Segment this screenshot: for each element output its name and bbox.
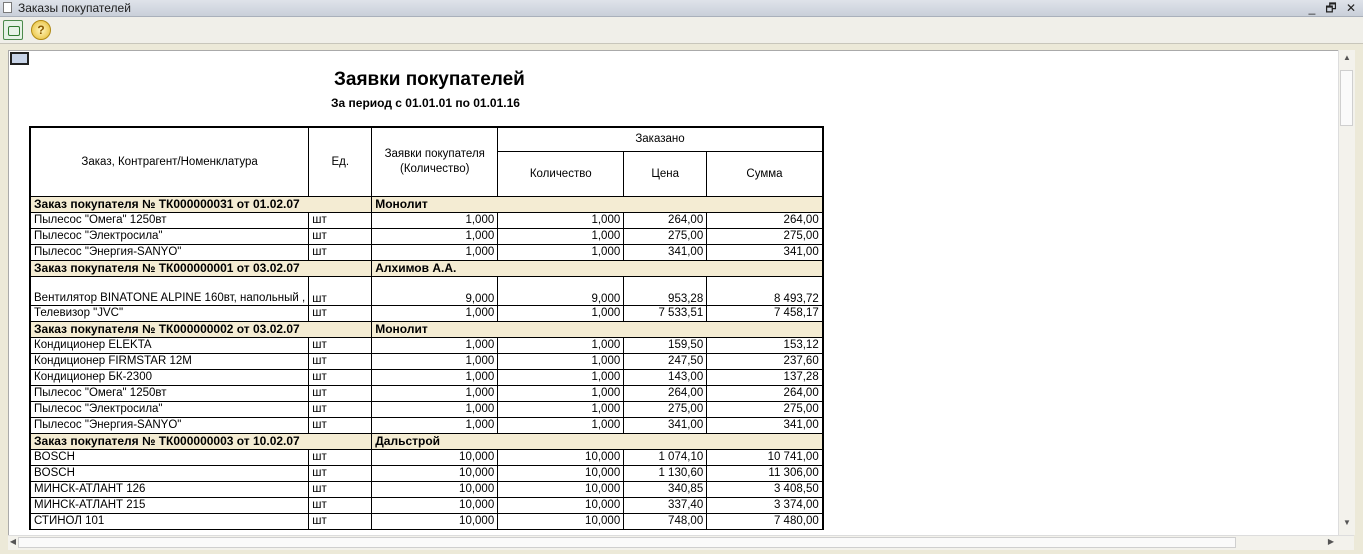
order-group-row[interactable] [30,260,823,276]
order-cell: Заказ покупателя № ТК000000003 от 10.02.07 [30,433,372,449]
cell-price: 275,00 [624,228,707,244]
cell-req: 1,000 [372,337,498,353]
vertical-scroll-thumb[interactable] [1340,70,1353,126]
counterparty-cell: Монолит [372,321,823,337]
cell-unit: шт [309,244,372,260]
cell-qty: 1,000 [498,305,624,321]
table-row[interactable] [30,481,823,497]
cell-qty: 10,000 [498,497,624,513]
cell-price: 7 533,51 [624,305,707,321]
cell-price: 264,00 [624,385,707,401]
cell-qty: 1,000 [498,337,624,353]
cell-sum: 264,00 [707,385,823,401]
cell-unit: шт [309,305,372,321]
table-row[interactable] [30,417,823,433]
cell-sum: 11 306,00 [707,465,823,481]
cell-unit: шт [309,449,372,465]
table-row[interactable] [30,385,823,401]
scroll-down-icon[interactable]: ▼ [1343,518,1351,527]
cell-unit: шт [309,369,372,385]
cell-qty: 10,000 [498,449,624,465]
cell-price: 247,50 [624,353,707,369]
scroll-up-icon[interactable]: ▲ [1343,53,1351,62]
cell-sum: 153,12 [707,337,823,353]
cell-qty: 1,000 [498,385,624,401]
cell-sum: 3 408,50 [707,481,823,497]
cell-qty: 9,000 [498,276,624,305]
cell-qty: 1,000 [498,244,624,260]
cell-name: Кондиционер БК-2300 [30,369,309,385]
header-order: Заказ, Контрагент/Номенклатура [30,127,309,196]
table-row[interactable] [30,449,823,465]
cell-price: 748,00 [624,513,707,529]
cell-sum: 3 374,00 [707,497,823,513]
cell-qty: 10,000 [498,513,624,529]
order-cell: Заказ покупателя № ТК000000001 от 03.02.07 [30,260,372,276]
cell-unit: шт [309,228,372,244]
cell-unit: шт [309,465,372,481]
header-sum: Сумма [707,151,823,196]
cell-price: 340,85 [624,481,707,497]
cell-unit: шт [309,417,372,433]
counterparty-cell: Монолит [372,196,823,212]
table-row[interactable] [30,513,823,529]
cell-req: 1,000 [372,417,498,433]
table-row[interactable] [30,212,823,228]
cell-price: 1 074,10 [624,449,707,465]
cell-req: 1,000 [372,212,498,228]
report-title: Заявки покупателей [334,69,525,90]
cell-req: 10,000 [372,497,498,513]
order-group-row[interactable] [30,321,823,337]
table-row[interactable] [30,228,823,244]
cell-sum: 275,00 [707,401,823,417]
cell-qty: 10,000 [498,481,624,497]
order-cell: Заказ покупателя № ТК000000031 от 01.02.07 [30,196,372,212]
cell-name: Вентилятор BINATONE ALPINE 160вт, напольный , [30,276,309,305]
table-row[interactable] [30,276,823,305]
toolbar [0,17,1363,44]
cell-sum: 137,28 [707,369,823,385]
order-group-row[interactable] [30,196,823,212]
cell-req: 10,000 [372,465,498,481]
cell-unit: шт [309,212,372,228]
table-row[interactable] [30,305,823,321]
cell-price: 159,50 [624,337,707,353]
cell-qty: 1,000 [498,228,624,244]
cell-req: 10,000 [372,513,498,529]
cell-sum: 275,00 [707,228,823,244]
table-row[interactable] [30,497,823,513]
table-row[interactable] [30,337,823,353]
cell-req: 1,000 [372,305,498,321]
cell-qty: 10,000 [498,465,624,481]
cell-name: Пылесос "Энергия-SANYO" [30,417,309,433]
cell-req: 10,000 [372,481,498,497]
cell-name: Пылесос "Электросила" [30,401,309,417]
close-button[interactable]: ✕ [1345,1,1357,15]
report-sheet [8,50,1339,537]
cell-req: 1,000 [372,228,498,244]
report-body [30,196,823,529]
cell-price: 953,28 [624,276,707,305]
cell-qty: 1,000 [498,369,624,385]
horizontal-scrollbar[interactable] [8,535,1354,550]
cell-name: Кондиционер FIRMSTAR 12M [30,353,309,369]
cell-name: Пылесос "Электросила" [30,228,309,244]
cell-sum: 8 493,72 [707,276,823,305]
table-row[interactable] [30,369,823,385]
cell-req: 1,000 [372,244,498,260]
cell-name: Кондиционер ELEKTA [30,337,309,353]
cell-sum: 10 741,00 [707,449,823,465]
cell-name: МИНСК-АТЛАНТ 126 [30,481,309,497]
counterparty-cell: Дальстрой [372,433,823,449]
document-icon [3,2,12,13]
cell-qty: 1,000 [498,212,624,228]
header-ordered: Заказано [498,127,823,151]
cell-req: 1,000 [372,369,498,385]
report-table [29,126,824,530]
cell-price: 341,00 [624,244,707,260]
cell-name: Пылесос "Омега" 1250вт [30,385,309,401]
window-title: Заказы покупателей [18,1,131,15]
cell-sum: 264,00 [707,212,823,228]
cell-qty: 1,000 [498,353,624,369]
cell-req: 10,000 [372,449,498,465]
cell-sum: 237,60 [707,353,823,369]
vertical-scrollbar[interactable] [1338,50,1355,535]
cell-req: 9,000 [372,276,498,305]
cell-name: BOSCH [30,465,309,481]
cell-name: Телевизор "JVC" [30,305,309,321]
help-icon[interactable]: ? [31,20,51,40]
cell-price: 264,00 [624,212,707,228]
cell-price: 341,00 [624,417,707,433]
order-cell: Заказ покупателя № ТК000000002 от 03.02.07 [30,321,372,337]
minimize-button[interactable]: _ [1308,1,1316,15]
cell-unit: шт [309,337,372,353]
scroll-right-icon[interactable]: ▶ [1327,537,1335,546]
cell-sum: 7 458,17 [707,305,823,321]
table-row[interactable] [30,401,823,417]
cell-price: 337,40 [624,497,707,513]
cell-qty: 1,000 [498,417,624,433]
scroll-left-icon[interactable]: ◀ [9,537,17,546]
cell-name: BOSCH [30,449,309,465]
table-row[interactable] [30,465,823,481]
restore-button[interactable]: 🗗 [1325,1,1337,15]
header-price: Цена [624,151,707,196]
cell-unit: шт [309,276,372,305]
cell-selector[interactable] [10,52,29,65]
cell-name: Пылесос "Энергия-SANYO" [30,244,309,260]
cell-price: 275,00 [624,401,707,417]
cell-unit: шт [309,401,372,417]
cell-sum: 7 480,00 [707,513,823,529]
header-unit: Ед. [309,127,372,196]
cell-unit: шт [309,385,372,401]
cell-price: 143,00 [624,369,707,385]
horizontal-scroll-thumb[interactable] [18,537,1236,548]
cell-price: 1 130,60 [624,465,707,481]
cell-name: Пылесос "Омега" 1250вт [30,212,309,228]
cell-req: 1,000 [372,401,498,417]
window-titlebar [0,0,1363,17]
cell-req: 1,000 [372,385,498,401]
header-qty: Количество [498,151,624,196]
report-period: За период с 01.01.01 по 01.01.16 [331,96,520,110]
cell-sum: 341,00 [707,244,823,260]
cell-unit: шт [309,513,372,529]
table-row[interactable] [30,244,823,260]
cell-req: 1,000 [372,353,498,369]
cell-unit: шт [309,481,372,497]
order-group-row[interactable] [30,433,823,449]
cell-name: МИНСК-АТЛАНТ 215 [30,497,309,513]
table-row[interactable] [30,353,823,369]
counterparty-cell: Алхимов А.А. [372,260,823,276]
cell-unit: шт [309,497,372,513]
header-requests: Заявки покупателя (Количество) [372,127,498,196]
print-icon[interactable] [3,20,23,40]
cell-unit: шт [309,353,372,369]
cell-name: СТИНОЛ 101 [30,513,309,529]
cell-sum: 341,00 [707,417,823,433]
cell-qty: 1,000 [498,401,624,417]
